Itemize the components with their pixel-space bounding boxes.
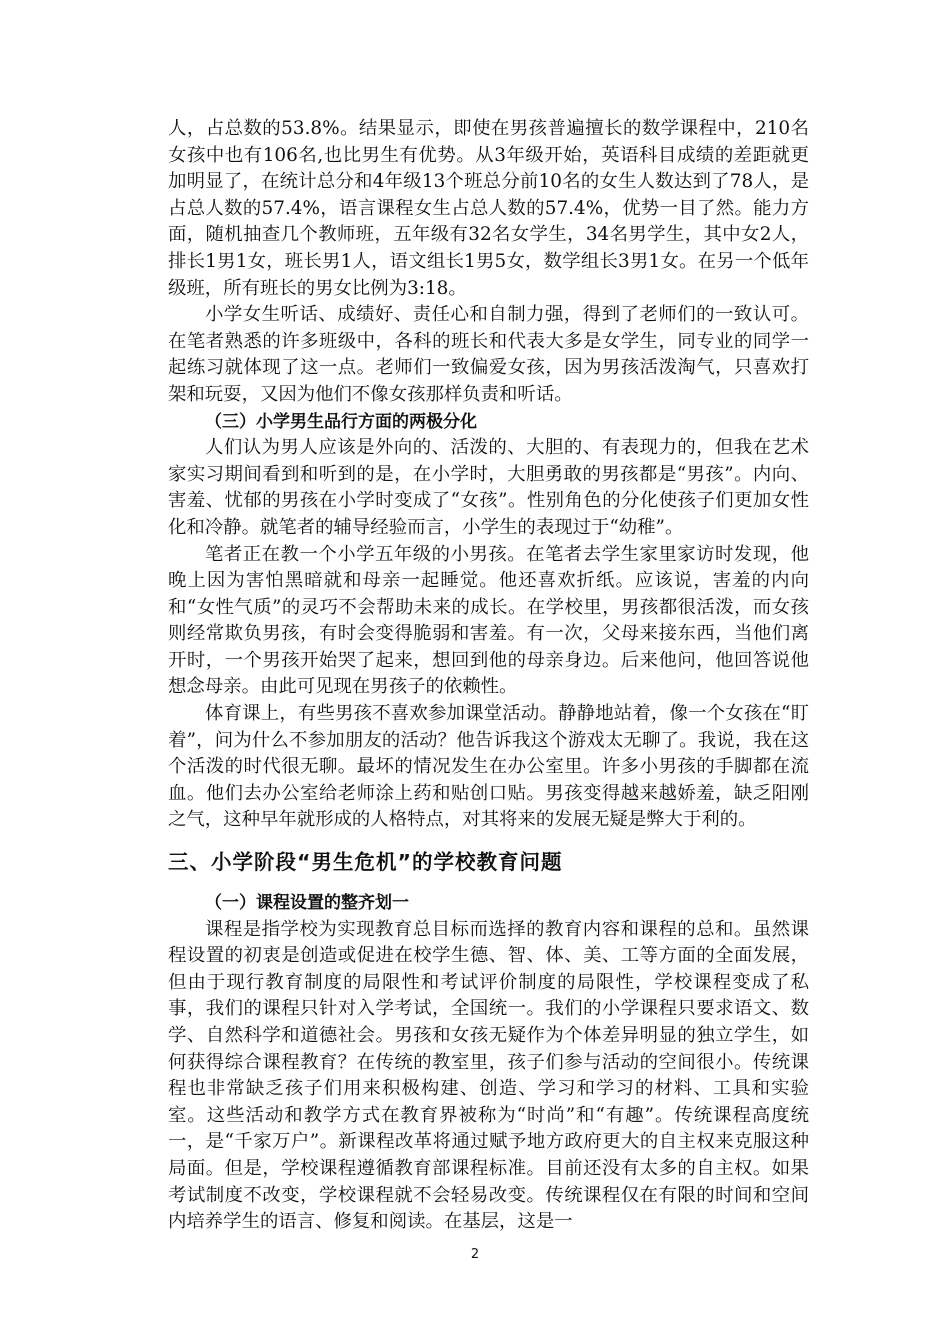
page-number: 2 — [470, 1247, 480, 1262]
paragraph-gender-roles: 人们认为男人应该是外向的、活泼的、大胆的、有表现力的，但我在艺术家实习期间看到和听到的是，在小学时，大胆勇敢的男孩都是“男孩”。内向、害羞、忧郁的男孩在小学时变成了“女孩”。性别角色的分化使孩子们更加女性化和冷静。就笔者的辅导经验而言，小学生的表现过于“幼稚”。 — [168, 437, 809, 538]
subsection-heading-curriculum: （一）课程设置的整齐划一 — [205, 893, 409, 914]
document-body — [168, 116, 809, 1236]
paragraph-curriculum: 课程是指学校为实现教育总目标而选择的教育内容和课程的总和。虽然课程设置的初衷是创造或促进在校学生德、智、体、美、工等方面的全面发展，但由于现行教育制度的局限性和考试评价制度的局限性，学校课程变成了私事，我们的课程只针对入学考试，全国统一。我们的小学课程只要求语文、数学、自然科学和道德社会。男孩和女孩无疑作为个体差异明显的独立学生，如何获得综合课程教育？在传统的教室里，孩子们参与活动的空间很小。传统课程也非常缺乏孩子们用来积极构建、创造、学习和学习的材料、工具和实验室。这些活动和教学方式在教育界被称为“时尚”和“有趣”。传统课程高度统一，是“千家万户”。新课程改革将通过赋予地方政府更大的自主权来克服这种局面。但是，学校课程遵循教育部课程标准。目前还没有太多的自主权。如果考试制度不改变，学校课程就不会轻易改变。传统课程仅在有限的时间和空间内培养学生的语言、修复和阅读。在基层，这是一 — [168, 918, 809, 1233]
paragraph-fifth-grade-boy: 笔者正在教一个小学五年级的小男孩。在笔者去学生家里家访时发现，他晚上因为害怕黑暗就和母亲一起睡觉。他还喜欢折纸。应该说，害羞的内向和“女性气质”的灵巧不会帮助未来的成长。在学校里，男孩都很活泼，而女孩则经常欺负男孩，有时会变得脆弱和害羞。有一次，父母来接东西，当他们离开时，一个男孩开始哭了起来，想回到他的母亲身边。后来他问，他回答说他想念母亲。由此可见现在男孩子的依赖性。 — [168, 543, 809, 698]
paragraph-statistics: 人，占总数的53.8%。结果显示，即使在男孩普遍擅长的数学课程中，210名女孩中也有106名,也比男生有优势。从3年级开始，英语科目成绩的差距就更加明显了，在统计总分和4年级13个班总分前10名的女生人数达到了78人，是占总人数的57.4%，语言课程女生占总人数的57.4%，优势一目了然。能力方面，随机抽查几个教师班，五年级有32名女学生，34名男学生，其中女2人，排长1男1女，班长男1人，语文组长1男5女，数学组长3男1女。在另一个低年级班，所有班长的男女比例为3:18。 — [168, 118, 809, 299]
paragraph-pe-class: 体育课上，有些男孩不喜欢参加课堂活动。静静地站着，像一个女孩在“盯着”，问为什么不参加朋友的活动？他告诉我这个游戏太无聊了。我说，我在这个活泼的时代很无聊。最坏的情况发生在办公室里。许多小男孩的手脚都在流血。他们去办公室给老师涂上药和贴创口贴。男孩变得越来越娇羞，缺乏阳刚之气，这种早年就形成的人格特点，对其将来的发展无疑是弊大于利的。 — [168, 703, 809, 831]
paragraph-girls-obedient: 小学女生听话、成绩好、责任心和自制力强，得到了老师们的一致认可。在笔者熟悉的许多班级中，各科的班长和代表大多是女学生，同专业的同学一起练习就体现了这一点。老师们一致偏爱女孩，因为男孩活泼淘气，只喜欢打架和玩耍，又因为他们不像女孩那样负责和听话。 — [168, 304, 809, 405]
subsection-heading-polarization: （三）小学男生品行方面的两极分化 — [205, 411, 477, 432]
section-heading-school-education: 三、小学阶段“男生危机”的学校教育问题 — [168, 850, 563, 875]
